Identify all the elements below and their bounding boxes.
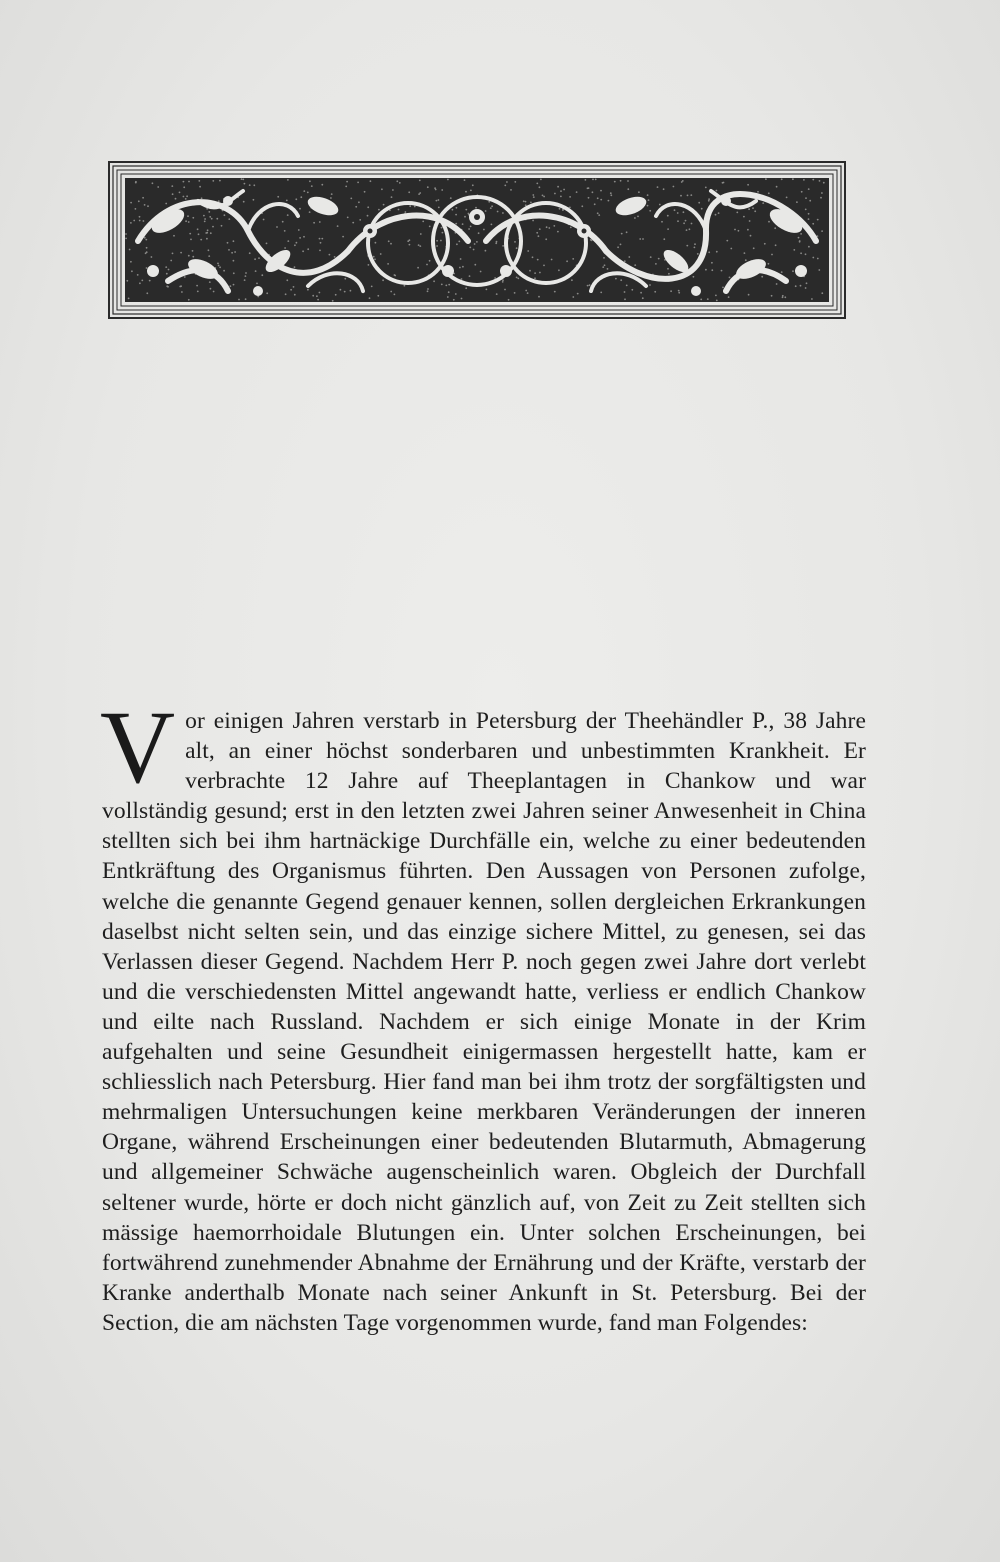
floral-ornament-banner (108, 161, 846, 319)
article-body (100, 690, 866, 1338)
drop-cap: V (100, 690, 176, 805)
article-paragraph: or einigen Jahren verstarb in Petersburg der Theehändler P., 38 Jahre alt, an einer höchst sonderbaren und unbestimmten Krankheit. Er verbrachte 12 Jahre auf Theeplantagen in Chankow und war vollständig gesund; erst in den letzten zwei Jahren seiner Anwesenheit in China stellten sich bei ihm hartnäckige Durchfälle ein, welche zu einer bedeutenden Entkräftung des Organismus führten. Den Aussagen von Personen zufolge, welche die genannte Gegend genauer kennen, sollen dergleichen Erkrankungen daselbst nicht selten sein, und das einzige sichere Mittel, zu genesen, sei das Verlassen dieser Gegend. Nachdem Herr P. noch gegen zwei Jahre dort verlebt und die verschiedensten Mittel angewandt hatte, verliess er endlich Chankow und eilte nach Russland. Nachdem er sich einige Monate in der Krim aufgehalten und seine Gesundheit einigermassen hergestellt hatte, kam er schliesslich nach Petersburg. Hier fand man bei ihm trotz der sorgfältigsten und mehrmaligen Untersuchungen keine merkbaren Veränderungen der inneren Organe, während Erscheinungen einer bedeutenden Blutarmuth, Abmagerung und allgemeiner Schwäche augenscheinlich waren. Obgleich der Durchfall seltener wurde, hörte er doch nicht gänzlich auf, von Zeit zu Zeit stellten sich mässige haemorrhoidale Blutungen ein. Unter solchen Erscheinungen, bei fortwährend zunehmender Abnahme der Ernährung und der Kräfte, verstarb der Kranke anderthalb Monate nach seiner Ankunft in St. Petersburg. Bei der Section, die am nächsten Tage vorgenommen wurde, fand man Folgendes: (102, 708, 866, 1336)
floral-scroll-ornament-icon (108, 161, 846, 319)
